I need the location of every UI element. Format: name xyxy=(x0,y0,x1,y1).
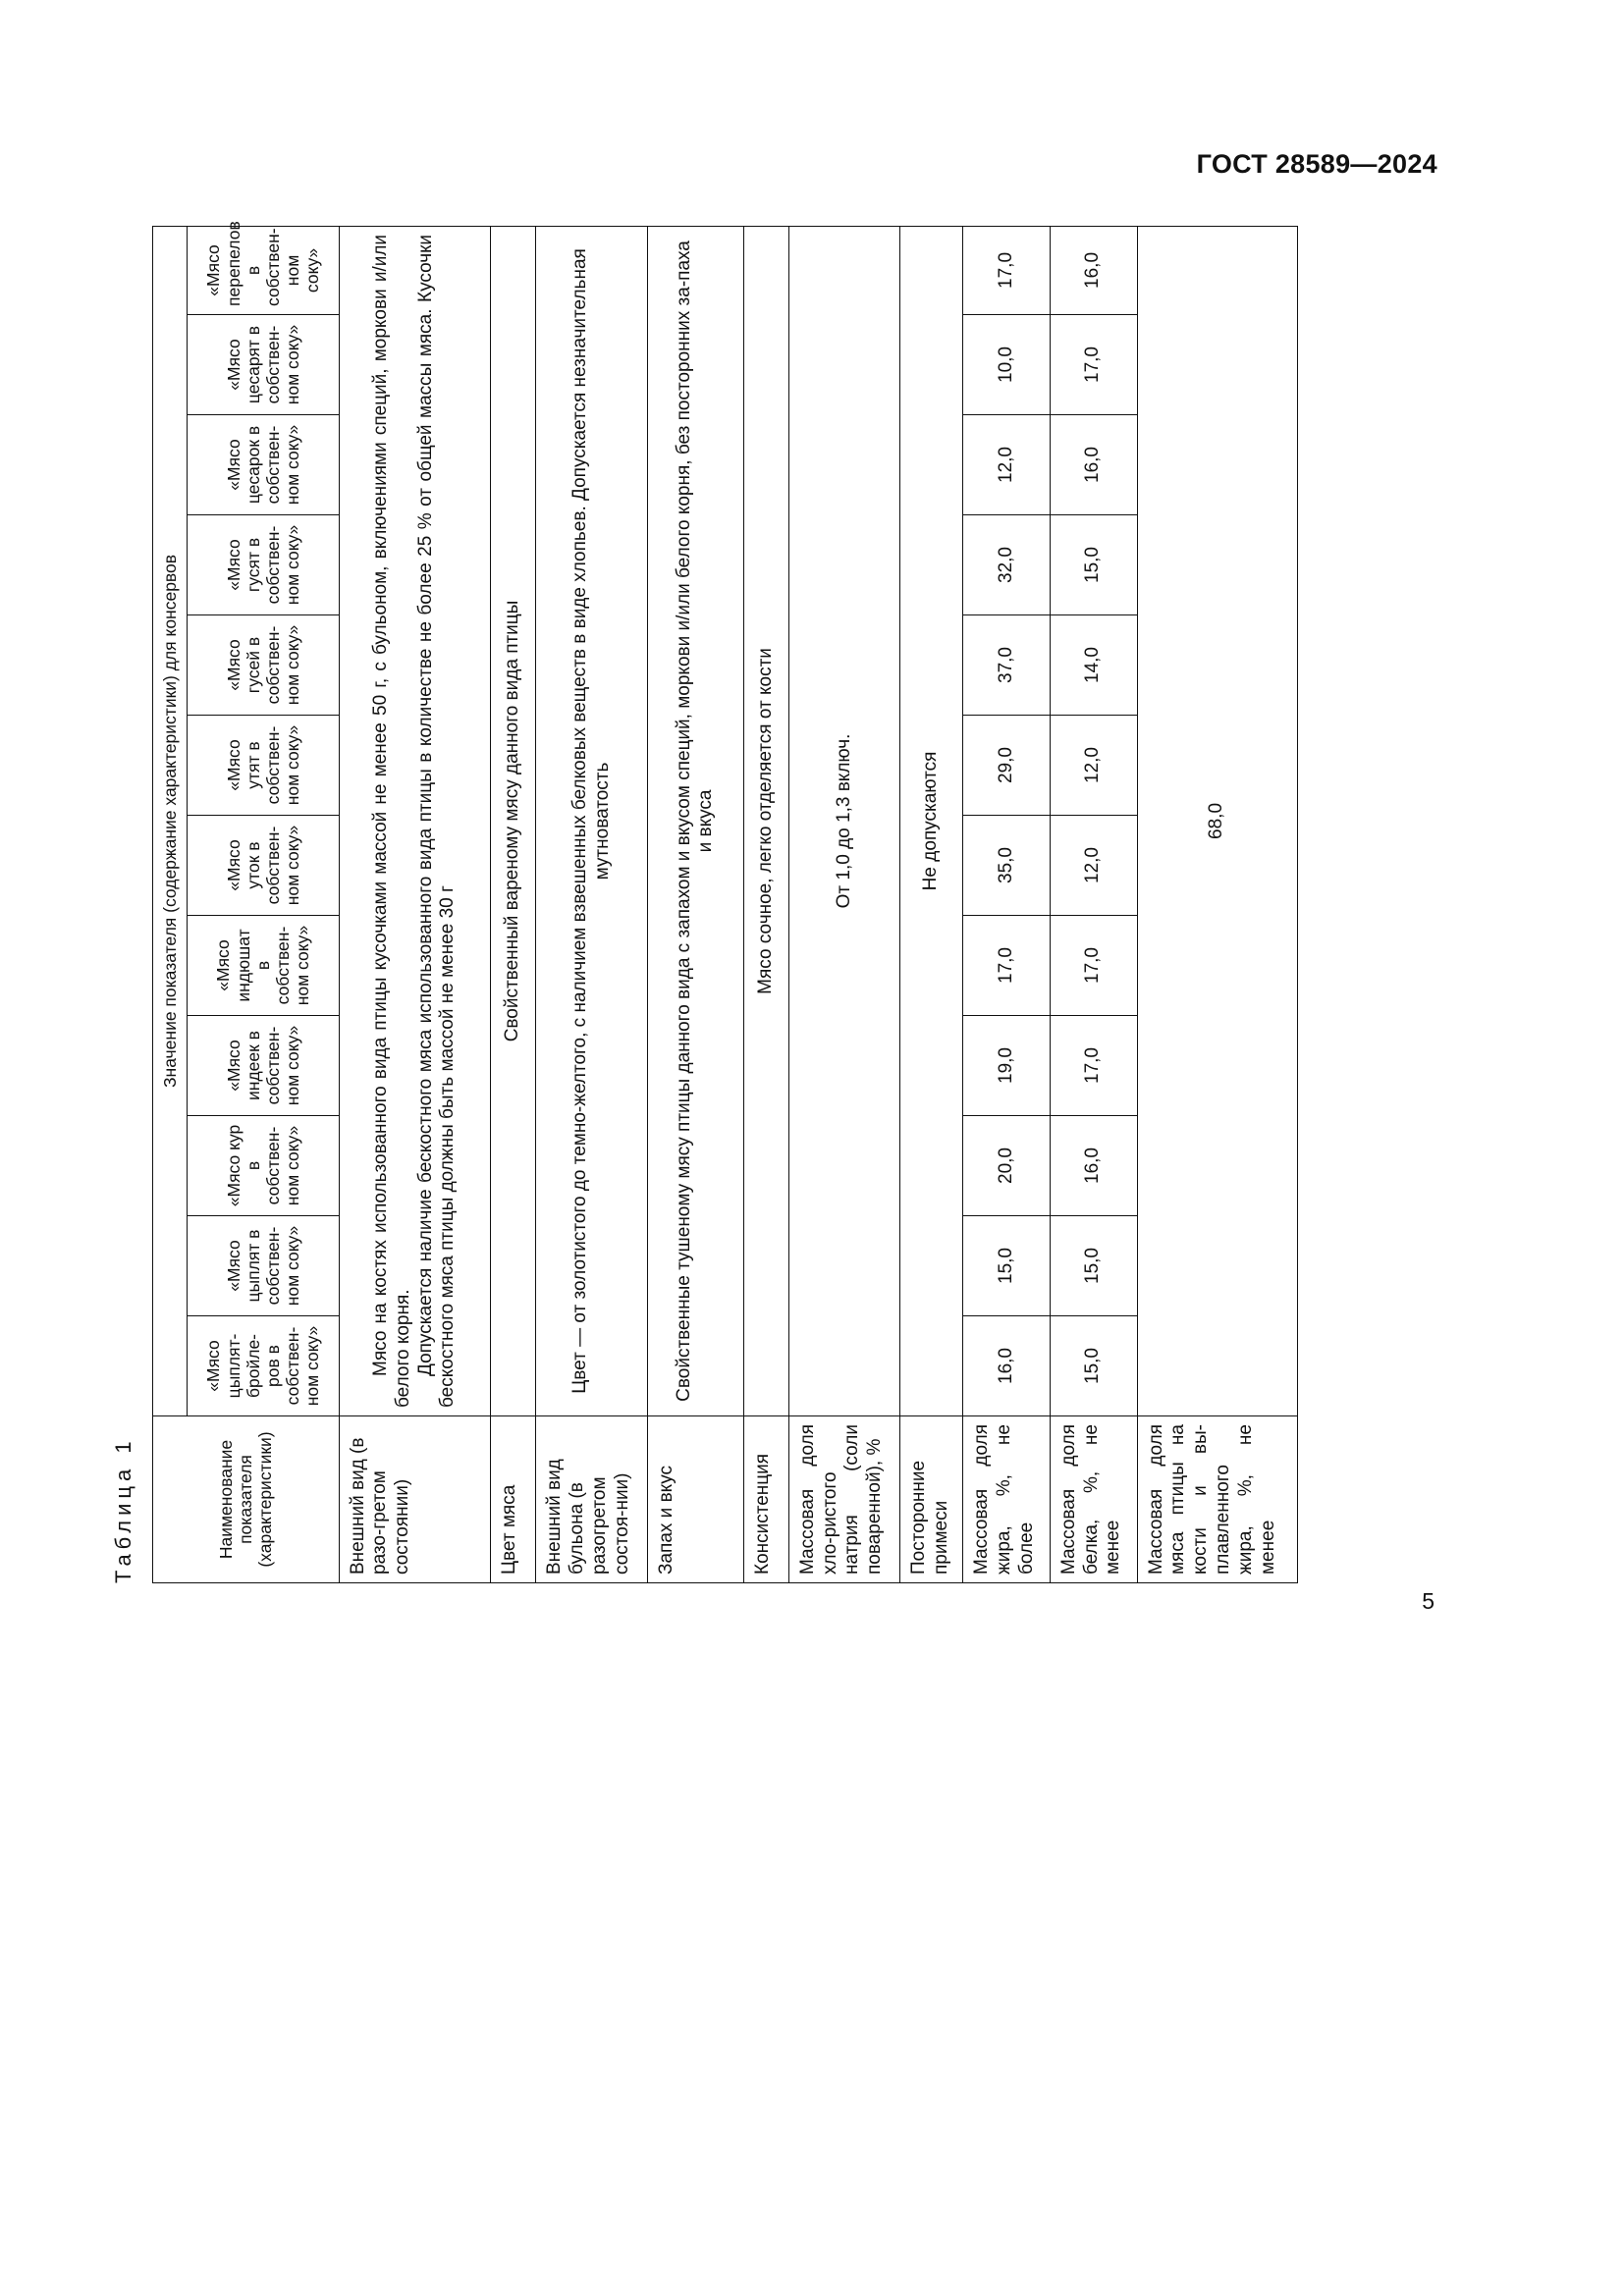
product-header: «Мясо индеек в собствен-ном соку» xyxy=(187,1016,339,1116)
value-cell: 35,0 xyxy=(963,816,1051,916)
table-row xyxy=(900,226,963,1582)
value-cell: 19,0 xyxy=(963,1016,1051,1116)
row-value xyxy=(339,226,491,1415)
row-label: Массовая доля жира, %, не более xyxy=(963,1416,1051,1583)
table-row xyxy=(1050,226,1137,1582)
value-cell: 10,0 xyxy=(963,315,1051,415)
value-cell: 17,0 xyxy=(1050,315,1137,415)
product-header: «Мясо цыплят в собствен-ном соку» xyxy=(187,1216,339,1316)
value-cell: 32,0 xyxy=(963,515,1051,615)
row-label: Внешний вид (в разо-гретом состоянии) xyxy=(339,1416,491,1583)
appearance-paragraph: Допускается наличие бескостного мяса использованного вида птицы в количестве не более 25 % от общей массы мяса. Кусочки бескостного мяса птицы должны быть массой не менее 30 г xyxy=(414,234,459,1408)
product-header: «Мясо перепелов в собствен-ном соку» xyxy=(187,226,339,314)
page-number: 5 xyxy=(1422,1588,1435,1614)
table-row xyxy=(1137,226,1297,1582)
value-cell: 12,0 xyxy=(1050,816,1137,916)
value-cell: 12,0 xyxy=(1050,716,1137,816)
table-row xyxy=(536,226,648,1582)
value-cell: 17,0 xyxy=(963,916,1051,1016)
table-row xyxy=(963,226,1051,1582)
row-label: Цвет мяса xyxy=(491,1416,536,1583)
product-header: «Мясо уток в собствен-ном соку» xyxy=(187,816,339,916)
table-row xyxy=(647,226,743,1582)
row-label: Консистенция xyxy=(743,1416,788,1583)
product-header: «Мясо цыплят-бройле-ров в собствен-ном соку» xyxy=(187,1316,339,1416)
product-header: «Мясо кур в собствен-ном соку» xyxy=(187,1116,339,1216)
row-label: Массовая доля хло-ристого натрия (соли поваренной), % xyxy=(788,1416,900,1583)
document-code: ГОСТ 28589—2024 xyxy=(1196,149,1437,179)
value-cell: 37,0 xyxy=(963,615,1051,716)
table-header-row xyxy=(153,226,188,1582)
value-cell: 16,0 xyxy=(1050,1116,1137,1216)
row-value: Не допускаются xyxy=(900,226,963,1415)
column-header-values: Значение показателя (содержание характеристики) для консервов xyxy=(153,226,188,1415)
value-cell: 15,0 xyxy=(1050,1216,1137,1316)
value-cell: 17,0 xyxy=(1050,916,1137,1016)
product-header-row xyxy=(187,226,339,1582)
product-header: «Мясо цесарят в собствен-ном соку» xyxy=(187,315,339,415)
product-header: «Мясо индюшат в собствен-ном соку» xyxy=(187,916,339,1016)
product-header: «Мясо гусят в собствен-ном соку» xyxy=(187,515,339,615)
table-row xyxy=(339,226,491,1582)
row-value: Свойственные тушеному мясу птицы данного вида с запахом и вкусом специй, моркови и/или белого корня, без посторонних за-паха и вкуса xyxy=(647,226,743,1415)
value-cell: 15,0 xyxy=(963,1216,1051,1316)
rotated-table-region xyxy=(111,221,1298,1583)
row-value: Свойственный вареному мясу данного вида птицы xyxy=(491,226,536,1415)
value-cell: 15,0 xyxy=(1050,1316,1137,1416)
appearance-paragraph: Мясо на костях использованного вида птицы кусочками массой не менее 50 г, с бульоном, включениями специй, моркови и/или белого корня. xyxy=(369,234,413,1408)
row-label: Массовая доля белка, %, не менее xyxy=(1050,1416,1137,1583)
table-row xyxy=(788,226,900,1582)
product-header: «Мясо гусей в собствен-ном соку» xyxy=(187,615,339,716)
value-cell: 16,0 xyxy=(1050,226,1137,314)
product-header: «Мясо цесарок в собствен-ном соку» xyxy=(187,415,339,515)
table-caption: Таблица 1 xyxy=(111,1436,135,1583)
value-cell: 16,0 xyxy=(1050,415,1137,515)
value-cell: 15,0 xyxy=(1050,515,1137,615)
row-value: От 1,0 до 1,3 включ. xyxy=(788,226,900,1415)
table-row xyxy=(491,226,536,1582)
value-cell: 17,0 xyxy=(963,226,1051,314)
row-label: Запах и вкус xyxy=(647,1416,743,1583)
row-value: Цвет — от золотистого до темно-желтого, с наличием взвешенных белковых веществ в виде хлопьев. Допускается незначительная мутноватость xyxy=(536,226,648,1415)
row-label: Внешний вид бульона (в разогретом состоя-нии) xyxy=(536,1416,648,1583)
requirements-table xyxy=(152,221,1298,1583)
value-cell: 29,0 xyxy=(963,716,1051,816)
column-header-indicator: Наименование показателя (характеристики) xyxy=(153,1416,340,1583)
product-header: «Мясо утят в собствен-ном соку» xyxy=(187,716,339,816)
row-label: Посторонние примеси xyxy=(900,1416,963,1583)
value-cell: 17,0 xyxy=(1050,1016,1137,1116)
table-row xyxy=(743,226,788,1582)
row-value: Мясо сочное, легко отделяется от кости xyxy=(743,226,788,1415)
value-cell: 20,0 xyxy=(963,1116,1051,1216)
row-value: 68,0 xyxy=(1137,226,1297,1415)
value-cell: 16,0 xyxy=(963,1316,1051,1416)
value-cell: 14,0 xyxy=(1050,615,1137,716)
row-label: Массовая доля мяса птицы на кости и вы-плавленного жира, %, не менее xyxy=(1137,1416,1297,1583)
value-cell: 12,0 xyxy=(963,415,1051,515)
